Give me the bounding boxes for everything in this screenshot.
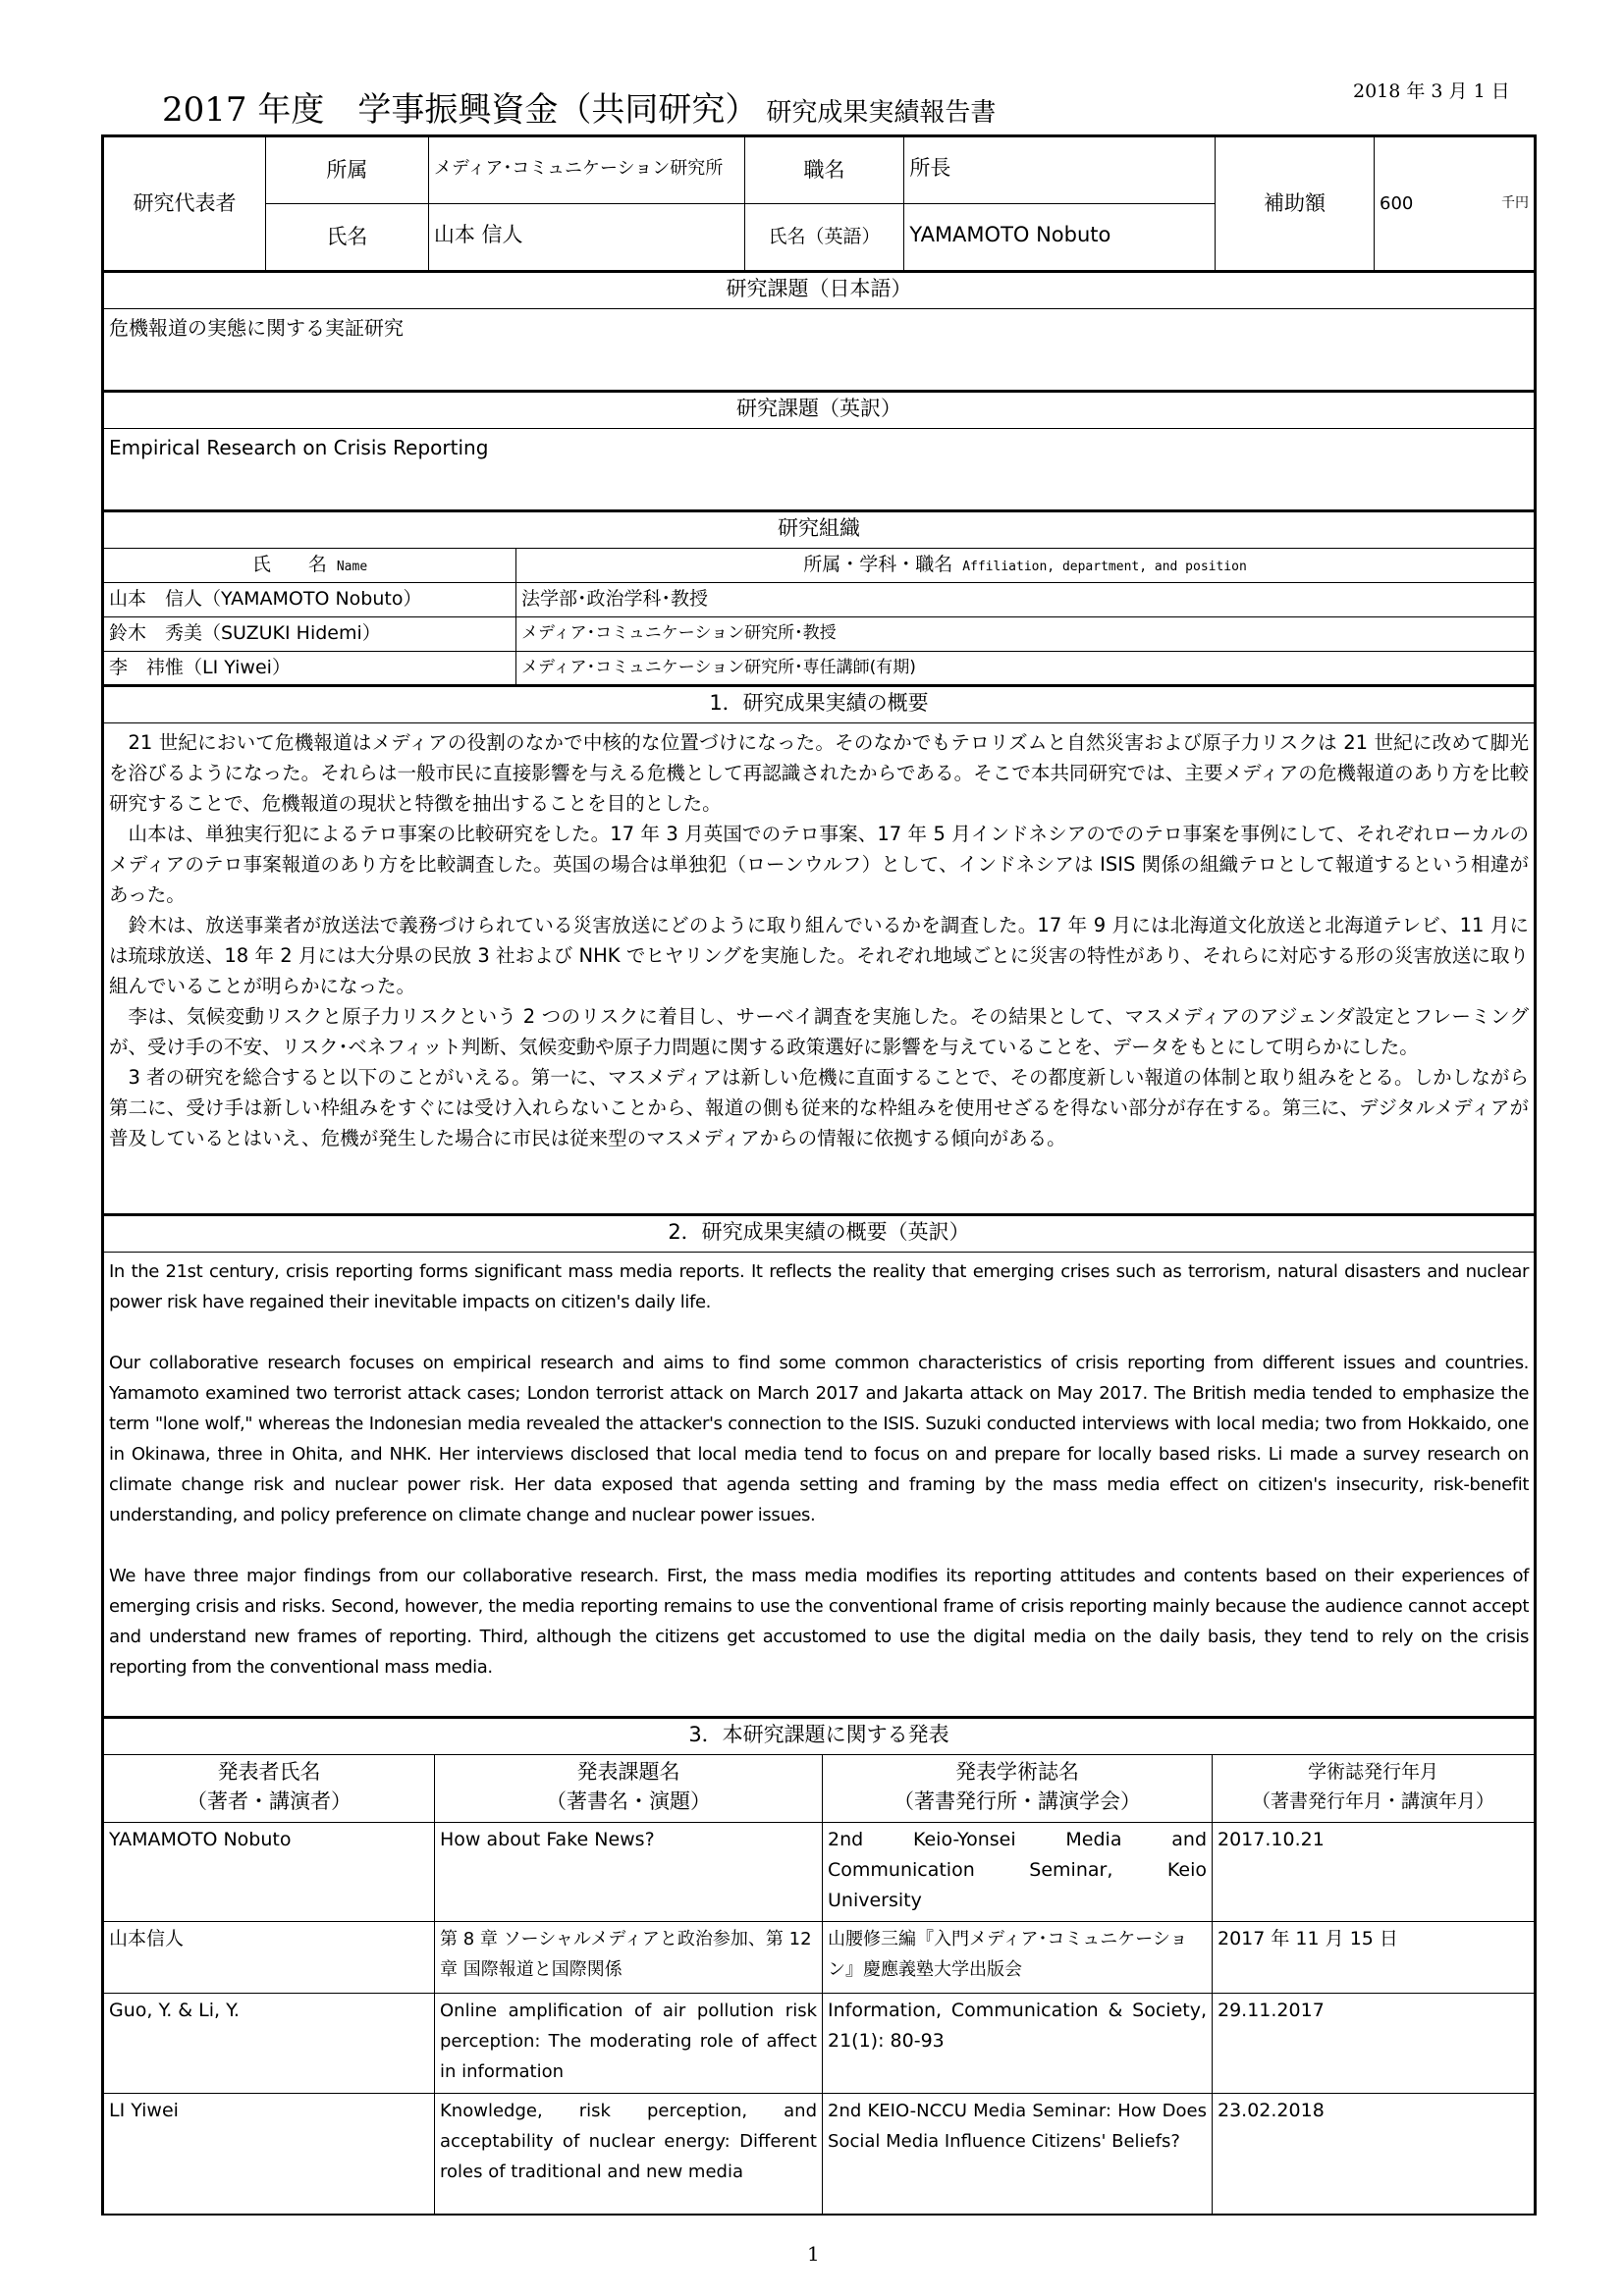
presentation-date: 2017 年 11 月 15 日 xyxy=(1212,1922,1534,1993)
summary-ja-header xyxy=(104,684,1534,722)
summary-en-content xyxy=(104,1252,1534,1716)
report-form xyxy=(101,134,1537,2216)
name-en-label: 氏名（英語） xyxy=(744,204,904,270)
col-sublabel: （著者・講演者） xyxy=(187,1789,352,1813)
paragraph: 21 世紀において危機報道はメディアの役割のなかで中核的な位置づけになった。そのなかでもテロリズムと自然災害および原子力リスクは 21 世紀に改めて脚光を浴びるようになった。それらは一般市民に直接影響を与える危機として再認識されたからである。そこで本共同研究では、主要メディアの危機報道のあり方を比較研究することで、危機報道の現状と特徴を抽出することを目的とした。 xyxy=(109,731,1529,815)
col-presenter xyxy=(104,1755,434,1822)
org-col-aff-ja: 所属・学科・職名 xyxy=(803,554,953,575)
presentations-heading: 3．本研究課題に関する発表 xyxy=(688,1723,949,1746)
position-label: 職名 xyxy=(744,137,904,203)
org-col-name xyxy=(104,549,515,582)
member-affiliation: メディア･コミュニケーション研究所･専任講師(有期) xyxy=(515,652,1534,684)
name-value: 山本 信人 xyxy=(428,204,744,270)
member-affiliation: 法学部･政治学科･教授 xyxy=(515,583,1534,616)
summary-ja-content xyxy=(104,722,1534,1213)
presentations-header xyxy=(104,1716,1534,1754)
table-row xyxy=(104,1921,1534,1993)
table-row xyxy=(104,1822,1534,1921)
presentation-date: 2017.10.21 xyxy=(1212,1823,1534,1921)
member-affiliation: メディア･コミュニケーション研究所･教授 xyxy=(515,617,1534,651)
representative-block xyxy=(104,137,1534,270)
summary-ja-body xyxy=(104,723,1534,1213)
paragraph: In the 21st century, crisis reporting forms significant mass media reports. It reflects the reality that emerging crises such as terrorism, natural disasters and nuclear power risk have regained their inevitable impacts on citizen's daily life. xyxy=(109,1261,1529,1312)
col-label: 発表課題名 xyxy=(576,1760,680,1784)
grant-amount xyxy=(1374,137,1534,270)
col-title xyxy=(434,1755,822,1822)
org-col-name-ja: 氏 名 xyxy=(251,554,327,575)
organization-header xyxy=(104,509,1534,548)
presentation-date: 29.11.2017 xyxy=(1212,1994,1534,2093)
org-col-aff-en: Affiliation, department, and position xyxy=(962,560,1247,574)
name-label: 氏名 xyxy=(326,225,368,248)
presentation-title: How about Fake News? xyxy=(434,1823,822,1921)
col-sublabel: （著書名・演題） xyxy=(546,1789,711,1813)
presentations-column-header xyxy=(104,1754,1534,1822)
presenter: YAMAMOTO Nobuto xyxy=(109,1829,292,1850)
report-date: 2018 年 3 月 1 日 xyxy=(1353,80,1510,102)
venue: 2nd KEIO-NCCU Media Seminar: How Does Social Media Influence Citizens' Beliefs? xyxy=(822,2094,1212,2214)
org-col-name-en: Name xyxy=(336,560,368,574)
title-sub: 研究成果実績報告書 xyxy=(766,98,997,128)
paragraph: Our collaborative research focuses on empirical research and aims to find some common characteristics of crisis reporting from different issues and countries. Yamamoto examined two terrorist attack cases; London terrorist attack on March 2017 and Jakarta attack on May 2017. The British media tended to emphasize the term "lone wolf," whereas the Indonesian media revealed the attacker's connection to the ISIS. Suzuki conducted interviews with local media; two from Hokkaido, one in Okinawa, three in Ohita, and NHK. Her interviews disclosed that local media tend to focus on and prepare for locally based risks. Li made a survey research on climate change risk and nuclear power risk. Her data exposed that agenda setting and framing by the mass media effect on citizen's insecurity, risk-benefit understanding, and policy preference on climate change and nuclear power issues. xyxy=(109,1353,1529,1525)
presentation-date: 23.02.2018 xyxy=(1212,2094,1534,2214)
table-row xyxy=(104,2093,1534,2214)
paragraph: 山本は、単独実行犯によるテロ事案の比較研究をした。17 年 3 月英国でのテロ事案、17 年 5 月インドネシアのでのテロ事案を事例にして、それぞれローカルのメディアのテロ事案報道のあり方を比較調査した。英国の場合は単独犯（ローンウルフ）として、インドネシアは ISIS 関係の組織テロとして報道するという相違があった。 xyxy=(109,823,1529,906)
topic-ja-text: 危機報道の実態に関する実証研究 xyxy=(109,316,404,340)
col-venue xyxy=(822,1755,1212,1822)
topic-en-header xyxy=(104,390,1534,428)
col-sublabel: （著書発行所・講演学会） xyxy=(893,1789,1141,1813)
paragraph: 李は、気候変動リスクと原子力リスクという 2 つのリスクに着目し、サーベイ調査を実施した。その結果として、マスメディアのアジェンダ設定とフレーミングが、受け手の不安、リスク･ベネフィット判断、気候変動や原子力問題に関する政策選好に影響を与えていることを、データをもとにして明らかにした。 xyxy=(109,1005,1529,1058)
member-name: 山本 信人（YAMAMOTO Nobuto） xyxy=(109,588,422,610)
topic-ja-content xyxy=(104,308,1534,390)
col-label: 発表学術誌名 xyxy=(955,1760,1079,1784)
organization-column-header xyxy=(104,548,1534,582)
affiliation-label: 所属 xyxy=(326,158,368,182)
venue: 山腰修三編『入門メディア･コミュニケーション』慶應義塾大学出版会 xyxy=(822,1922,1212,1993)
presenter: Guo, Y. & Li, Y. xyxy=(109,2000,240,2021)
venue: 2nd Keio-Yonsei Media and Communication Seminar, Keio University xyxy=(822,1823,1212,1921)
summary-en-header xyxy=(104,1213,1534,1252)
presentation-title: Online amplification of air pollution risk perception: The moderating role of affect in information xyxy=(434,1994,822,2093)
grant-unit: 千円 xyxy=(1501,195,1529,211)
member-row xyxy=(104,582,1534,616)
paragraph: We have three major findings from our collaborative research. First, the mass media modifies its reporting attitudes and contents based on their experiences of emerging crisis and risks. Second, however, the media reporting remains to use the conventional frame of crisis reporting mainly because the audience cannot accept and understand new frames of reporting. Third, although the citizens get accustomed to use the digital media on the daily basis, they tend to rely on the crisis reporting from the conventional mass media. xyxy=(109,1566,1529,1678)
col-date xyxy=(1212,1755,1534,1822)
affiliation-value: メディア･コミュニケーション研究所 xyxy=(428,137,744,203)
member-row xyxy=(104,616,1534,651)
representative-label: 研究代表者 xyxy=(133,191,237,215)
grant-value: 600 xyxy=(1380,193,1414,214)
summary-en-body xyxy=(104,1253,1534,1716)
venue: Information, Communication & Society, 21(1): 80-93 xyxy=(822,1994,1212,2093)
topic-ja-header xyxy=(104,270,1534,308)
presenter: LI Yiwei xyxy=(109,2100,179,2121)
topic-ja-heading: 研究課題（日本語） xyxy=(726,277,912,300)
member-name: 李 祎惟（LI Yiwei） xyxy=(109,657,291,678)
paragraph: 3 者の研究を総合すると以下のことがいえる。第一に、マスメディアは新しい危機に直面することで、その都度新しい報道の体制と取り組みをとる。しかしながら第二に、受け手は新しい枠組みをすぐには受け入れらないことから、報道の側も従来的な枠組みを使用せざるを得ない部分が存在する。第三に、デジタルメディアが普及しているとはいえ、危機が発生した場合に市民は従来型のマスメディアからの情報に依拠する傾向がある。 xyxy=(109,1066,1529,1149)
grant-label: 補助額 xyxy=(1215,137,1374,270)
name-en-value: YAMAMOTO Nobuto xyxy=(903,204,1215,270)
presentation-title: Knowledge, risk perception, and acceptability of nuclear energy: Different roles of traditional and new media xyxy=(434,2094,822,2214)
title-main: 2017 年度 学事振興資金（共同研究） xyxy=(162,90,759,130)
summary-en-heading: 2．研究成果実績の概要（英訳） xyxy=(668,1220,970,1244)
col-label: 学術誌発行年月 xyxy=(1307,1761,1438,1783)
paragraph: 鈴木は、放送事業者が放送法で義務づけられている災害放送にどのように取り組んでいるかを調査した。17 年 9 月には北海道文化放送と北海道テレビ、11 月には琉球放送、18 年 2 月には大分県の民放 3 社および NHK でヒヤリングを実施した。それぞれ地域ごとに災害の特性があり、それらに対応する形の災害放送に取り組んでいることが明らかになった。 xyxy=(109,914,1529,997)
summary-ja-heading: 1．研究成果実績の概要 xyxy=(709,691,929,715)
presenter: 山本信人 xyxy=(109,1928,185,1949)
position-value: 所長 xyxy=(903,137,1310,203)
page-title xyxy=(162,82,996,131)
col-label: 発表者氏名 xyxy=(217,1760,321,1784)
topic-en-heading: 研究課題（英訳） xyxy=(736,397,901,420)
organization-heading: 研究組織 xyxy=(778,516,860,540)
presentation-title: 第 8 章 ソーシャルメディアと政治参加、第 12 章 国際報道と国際関係 xyxy=(434,1922,822,1993)
page-number: 1 xyxy=(807,2242,820,2266)
member-row xyxy=(104,651,1534,684)
topic-en-text: Empirical Research on Crisis Reporting xyxy=(109,436,489,459)
member-name: 鈴木 秀美（SUZUKI Hidemi） xyxy=(109,622,381,644)
col-sublabel: （著書発行年月・講演年月） xyxy=(1251,1790,1494,1812)
topic-en-content xyxy=(104,428,1534,509)
table-row xyxy=(104,1993,1534,2093)
org-col-aff xyxy=(515,549,1534,582)
